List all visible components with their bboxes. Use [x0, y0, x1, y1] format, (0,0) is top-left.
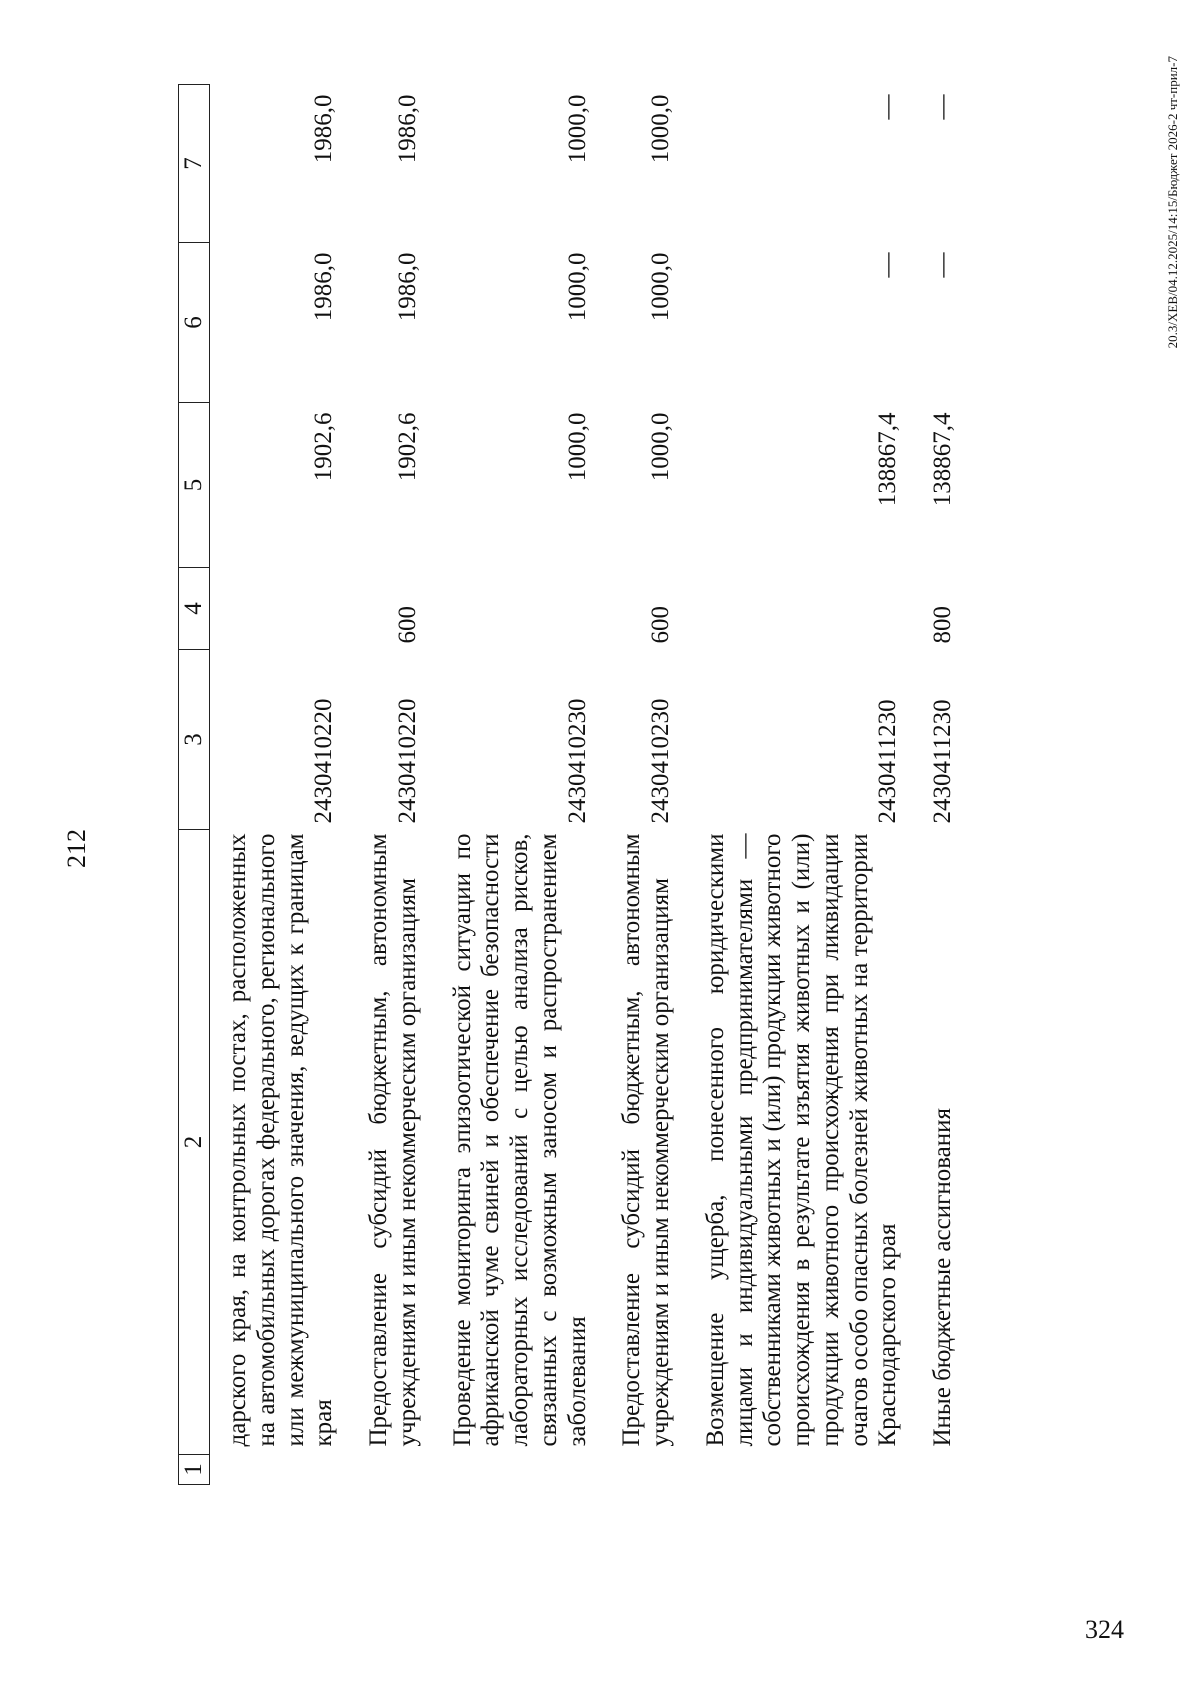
expense-type-code: 800	[929, 606, 956, 644]
column-header: 1	[179, 1455, 210, 1485]
document-footer-id: 20.3/XEB/04.12.2025/14:15/Бюджет 2026-2 чт-прил-7	[1165, 56, 1180, 349]
target-article-code: 2430410230	[647, 698, 674, 824]
column-header: 7	[179, 85, 210, 243]
table-row	[351, 85, 435, 1485]
row-number-cell	[688, 1455, 915, 1485]
expense-type-code	[435, 568, 605, 650]
table-row	[688, 85, 915, 1485]
row-number-cell	[915, 1455, 970, 1485]
row-description: Предоставление субсидий бюджетным, автономным учреждениям и иным некоммерческим организациям	[365, 833, 421, 1447]
amount-col7: 1000,0	[647, 94, 674, 164]
amount-col7: 1000,0	[563, 94, 591, 164]
target-article-code: 2430410220	[310, 698, 338, 824]
column-header: 4	[179, 568, 210, 650]
amount-col5: 1000,0	[647, 412, 674, 482]
expense-type-code: 600	[393, 606, 421, 644]
row-description: Иные бюджетные ассигнования	[929, 1107, 956, 1447]
expense-type-code	[688, 568, 915, 650]
expense-type-code: 600	[647, 606, 674, 644]
table-row	[210, 85, 352, 1485]
row-description: Предоставление субсидий бюджетным, автономным учреждениям и иным некоммерческим организациям	[618, 833, 674, 1447]
amount-col6: 1986,0	[393, 252, 421, 322]
amount-col7: —	[874, 94, 902, 120]
amount-col5: 138867,4	[874, 412, 902, 507]
column-header: 3	[179, 650, 210, 830]
row-number-cell	[210, 1455, 352, 1485]
row-number-cell	[351, 1455, 435, 1485]
row-description: Возмещение ущерба, понесенного юридическими лицами и индивидуальными предпринимателями — собственниками животных и (или) продукции животного происхождения в результате изъятия животных и (или) продукции животного происхождения при ликвидации очагов особо опасных болезней животных на территории Краснодарского края	[701, 833, 902, 1447]
table-row	[915, 85, 970, 1485]
target-article-code: 2430411230	[929, 699, 956, 824]
amount-col6: 1986,0	[310, 252, 338, 322]
amount-col6: —	[874, 252, 902, 278]
column-header: 6	[179, 243, 210, 403]
row-number-cell	[604, 1455, 688, 1485]
amount-col6: —	[929, 252, 956, 278]
amount-col5: 1902,6	[393, 412, 421, 482]
row-number-cell	[435, 1455, 605, 1485]
table-row	[435, 85, 605, 1485]
target-article-code: 2430411230	[874, 699, 902, 824]
table-row	[604, 85, 688, 1485]
amount-col5: 1000,0	[563, 412, 591, 482]
amount-col6: 1000,0	[647, 252, 674, 322]
target-article-code: 2430410220	[393, 698, 421, 824]
row-description: дарского края, на контрольных постах, расположенных на автомобильных дорогах федерального, регионального или межмуниципального значения, ведущих к границам края	[224, 833, 338, 1447]
target-article-code: 2430410230	[563, 698, 591, 824]
amount-col7: —	[929, 94, 956, 120]
amount-col7: 1986,0	[310, 94, 338, 164]
expense-type-code	[210, 568, 352, 650]
page-number: 212	[62, 829, 91, 868]
column-header: 2	[179, 830, 210, 1455]
amount-col6: 1000,0	[563, 252, 591, 322]
column-header: 5	[179, 403, 210, 568]
amount-col5: 138867,4	[929, 412, 956, 507]
row-description: Проведение мониторинга эпизоотической ситуации по африканской чуме свиней и обеспечение безопасности лабораторных исследований с целью анализа рисков, связанных с возможным заносом и распространением заболевания	[448, 833, 591, 1447]
budget-table	[178, 84, 970, 1485]
table-header-row	[179, 85, 210, 1485]
amount-col7: 1986,0	[393, 94, 421, 164]
amount-col5: 1902,6	[310, 412, 338, 482]
sheet-number: 324	[1085, 1615, 1124, 1644]
